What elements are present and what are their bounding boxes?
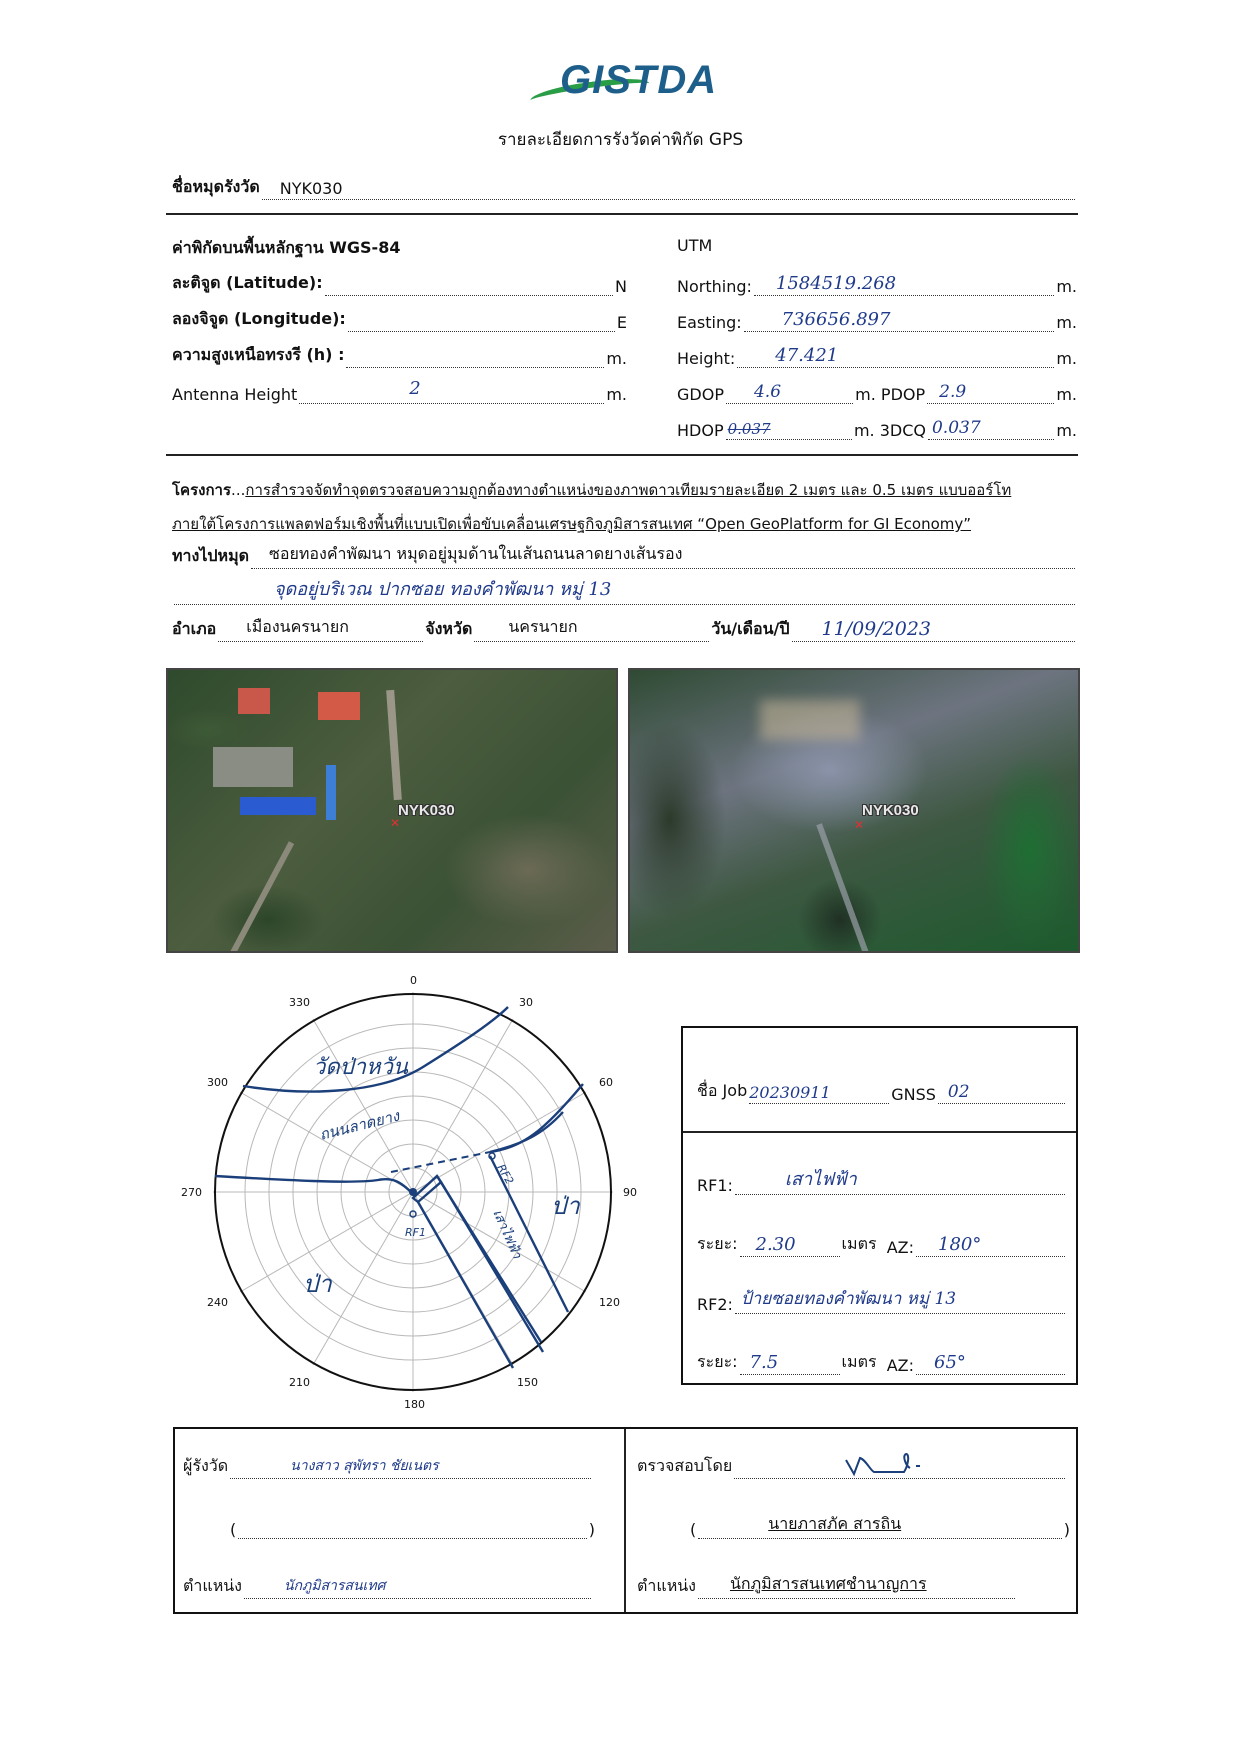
svg-text:ป่า: ป่า	[551, 1192, 580, 1220]
pdop-unit: m.	[1056, 385, 1077, 404]
station-name-label: ชื่อหมุดรังวัด	[172, 177, 260, 196]
surveyor-name-row: ( )	[230, 1520, 595, 1539]
station-name-value: NYK030	[279, 179, 343, 198]
height-value: 47.421	[775, 345, 839, 366]
svg-text:120: 120	[599, 1296, 620, 1309]
route-text-1: ซอยทองคำพัฒนา หมุดอยู่มุมด้านในเส้นถนนลาดยางเส้นรอง	[269, 544, 683, 563]
station-name-field[interactable]	[262, 179, 1075, 200]
satellite-image-high-res	[166, 668, 618, 953]
longitude-field[interactable]	[348, 314, 615, 332]
rf1-label: RF1:	[697, 1176, 733, 1195]
dcq3-field[interactable]	[928, 418, 1054, 440]
rf1-field[interactable]	[735, 1169, 1065, 1195]
marker-label: NYK030	[398, 802, 455, 819]
svg-text:เสาไฟฟ้า: เสาไฟฟ้า	[489, 1207, 525, 1262]
easting-field[interactable]	[744, 309, 1055, 332]
road	[228, 841, 294, 953]
latitude-field[interactable]	[325, 278, 613, 296]
logo-text: GISTDA	[560, 58, 718, 102]
blue-roof	[240, 797, 316, 815]
checker-position-row	[637, 1575, 1017, 1599]
pdop-value: 2.9	[939, 382, 967, 402]
svg-text:RF2: RF2	[494, 1162, 517, 1187]
date-field[interactable]	[792, 618, 1076, 642]
rf2-dist-label: ระยะ:	[697, 1352, 738, 1371]
road	[386, 690, 402, 800]
surveyor-position-row	[183, 1575, 593, 1599]
rf2-unit: เมตร	[841, 1352, 877, 1371]
rf2-dist-field[interactable]	[740, 1352, 840, 1375]
surveyor-position-field[interactable]	[244, 1578, 591, 1599]
bright-area	[760, 700, 860, 740]
checker-position-label: ตำแหน่ง	[637, 1576, 696, 1595]
district-label: อำเภอ	[172, 619, 217, 638]
svg-text:30: 30	[519, 996, 533, 1009]
rf1-dist-field[interactable]	[740, 1234, 840, 1257]
signature-box	[173, 1427, 1078, 1614]
gistda-logo	[530, 52, 730, 120]
gnss-label: GNSS	[891, 1085, 936, 1104]
gnss-field[interactable]	[938, 1082, 1065, 1104]
surveyor-position-label: ตำแหน่ง	[183, 1576, 242, 1595]
building-roof	[238, 688, 270, 714]
surveyor-label: ผู้รังวัด	[183, 1456, 229, 1475]
marker-point-icon: ✕	[854, 818, 865, 832]
checker-position-value: นักภูมิสารสนเทศชำนาญการ	[729, 1574, 927, 1593]
rf1-row	[697, 1171, 1067, 1195]
antenna-height-value: 2	[409, 378, 421, 399]
project-text-2: ภายใต้โครงการแพลตฟอร์มเชิงพื้นที่แบบเปิดเพื่อขับเคลื่อนเศรษฐกิจภูมิสารสนเทศ “Open GeoPlatform for GI Economy”	[172, 515, 972, 533]
latitude-label: ละติจูด (Latitude):	[172, 273, 323, 292]
project-label: โครงการ	[172, 481, 232, 499]
route-row-2	[172, 581, 1077, 605]
project-line-1: โครงการ...การสำรวจจัดทำจุดตรวจสอบความถูกต้องทางตำแหน่งของภาพดาวเทียมรายละเอียด 2 เมตร และ 0.5 เมตร แบบออร์โท	[172, 481, 1012, 499]
rf1-dist-label: ระยะ:	[697, 1234, 738, 1253]
checker-position-field[interactable]	[698, 1574, 1015, 1599]
route-field-1[interactable]	[251, 544, 1075, 569]
dop-row-2	[677, 416, 1077, 440]
checker-name-field[interactable]	[698, 1514, 1062, 1539]
latitude-unit: N	[615, 277, 627, 296]
building-roof	[318, 692, 360, 720]
job-label: ชื่อ Job	[697, 1081, 748, 1100]
job-info-box	[681, 1026, 1078, 1385]
ellipsoid-height-field[interactable]	[346, 350, 604, 368]
signature-icon	[844, 1450, 934, 1480]
job-field[interactable]	[749, 1083, 889, 1104]
ellipsoid-height-row	[172, 344, 627, 368]
svg-text:ป่า: ป่า	[303, 1270, 332, 1298]
rf2-distance-row	[697, 1351, 1067, 1375]
ellipsoid-height-label: ความสูงเหนือทรงรี (h) :	[172, 345, 345, 364]
province-field[interactable]	[474, 617, 709, 642]
rf1-unit: เมตร	[841, 1234, 877, 1253]
antenna-height-unit: m.	[606, 385, 627, 404]
hdop-unit: m.	[853, 421, 875, 440]
checker-name-value: นายภาสภัค สารถิน	[768, 1514, 902, 1533]
longitude-row	[172, 308, 627, 332]
svg-text:300: 300	[207, 1076, 228, 1089]
job-row	[697, 1080, 1067, 1104]
divider	[166, 213, 1078, 215]
northing-value: 1584519.268	[775, 273, 897, 294]
height-row	[677, 344, 1077, 368]
dcq3-unit: m.	[1056, 421, 1078, 440]
surveyor-row	[183, 1455, 593, 1479]
rf2-dist-value: 7.5	[749, 1352, 779, 1373]
svg-text:ถนนลาดยาง: ถนนลาดยาง	[317, 1106, 402, 1144]
rf2-row	[697, 1290, 1067, 1314]
height-unit: m.	[1056, 349, 1077, 368]
route-field-2[interactable]	[174, 579, 1075, 605]
checker-label: ตรวจสอบโดย	[637, 1456, 733, 1475]
rf2-az-value: 65°	[934, 1352, 966, 1373]
easting-row	[677, 308, 1077, 332]
gdop-field[interactable]	[726, 382, 853, 404]
date-label: วัน/เดือน/ปี	[711, 619, 790, 638]
date-value: 11/09/2023	[821, 618, 932, 640]
svg-text:210: 210	[289, 1376, 310, 1389]
svg-text:60: 60	[599, 1076, 613, 1089]
wgs84-heading: ค่าพิกัดบนพื้นหลักฐาน WGS-84	[172, 238, 401, 257]
checker-name-row: ( นายภาสภัค สารถิน )	[690, 1514, 1070, 1539]
dcq3-value: 0.037	[931, 418, 981, 438]
district-value: เมืองนครนายก	[246, 617, 349, 636]
svg-text:180: 180	[404, 1398, 425, 1410]
station-name-row	[172, 176, 1077, 200]
blue-roof	[326, 765, 336, 820]
northing-row	[677, 272, 1077, 296]
easting-value: 736656.897	[781, 309, 891, 330]
northing-unit: m.	[1056, 277, 1077, 296]
pdop-field[interactable]	[927, 382, 1054, 404]
location-row	[172, 618, 1077, 642]
antenna-height-label: Antenna Height	[172, 385, 298, 404]
province-label: จังหวัด	[425, 619, 473, 638]
rf1-value: เสาไฟฟ้า	[784, 1169, 857, 1190]
svg-text:240: 240	[207, 1296, 228, 1309]
gdop-value: 4.6	[753, 382, 782, 402]
hdop-field[interactable]	[726, 422, 852, 440]
surveyor-position-value: นักภูมิสารสนเทศ	[283, 1578, 386, 1594]
svg-text:RF1: RF1	[405, 1226, 426, 1239]
obstruction-polar-diagram	[170, 960, 650, 1410]
longitude-label: ลองจิจูด (Longitude):	[172, 309, 346, 328]
district-field[interactable]	[218, 617, 423, 642]
svg-text:0: 0	[410, 974, 417, 987]
rf1-az-field[interactable]	[916, 1234, 1065, 1257]
latitude-row	[172, 272, 627, 296]
rf2-az-label: AZ:	[886, 1356, 915, 1375]
checker-signature-field[interactable]	[734, 1461, 1065, 1479]
rf2-field[interactable]	[735, 1289, 1065, 1314]
gdop-unit: m.	[855, 385, 876, 404]
svg-text:150: 150	[517, 1376, 538, 1389]
longitude-unit: E	[616, 313, 627, 332]
antenna-height-field[interactable]	[299, 378, 604, 404]
svg-text:90: 90	[623, 1186, 637, 1199]
surveyor-name-field[interactable]	[238, 1521, 587, 1539]
dop-row-1	[677, 380, 1077, 404]
yard	[213, 747, 293, 787]
rf2-az-field[interactable]	[916, 1352, 1065, 1375]
divider	[166, 454, 1078, 456]
svg-text:330: 330	[289, 996, 310, 1009]
route-row-1	[172, 545, 1077, 569]
northing-label: Northing:	[677, 277, 752, 296]
rf2-value: ป้ายซอยทองคำพัฒนา หมู่ 13	[740, 1289, 957, 1309]
satellite-image-low-res	[628, 668, 1080, 953]
document-title: รายละเอียดการรังวัดค่าพิกัด GPS	[497, 130, 744, 150]
route-label: ทางไปหมุด	[172, 546, 250, 565]
height-field[interactable]	[737, 345, 1054, 368]
surveyor-value: นางสาว สุพัทรา ชัยเนตร	[290, 1458, 439, 1474]
dcq3-label: 3DCQ	[879, 421, 926, 440]
surveyor-field[interactable]	[230, 1458, 591, 1479]
rf1-dist-value: 2.30	[755, 1234, 796, 1255]
easting-label: Easting:	[677, 313, 742, 332]
utm-heading: UTM	[677, 236, 713, 255]
hdop-value-struck: 0.037	[727, 420, 771, 438]
rf2-label: RF2:	[697, 1295, 733, 1314]
divider	[683, 1131, 1076, 1133]
pdop-label: PDOP	[880, 385, 926, 404]
label-temple: วัดป่าหวัน	[313, 1055, 408, 1080]
rf1-distance-row	[697, 1233, 1067, 1257]
easting-unit: m.	[1056, 313, 1077, 332]
route-text-2: จุดอยู่บริเวณ ปากซอย ทองคำพัฒนา หมู่ 13	[274, 579, 612, 600]
divider	[624, 1429, 626, 1612]
hdop-label: HDOP	[677, 421, 724, 440]
job-value: 20230911	[749, 1083, 831, 1102]
marker-point-icon: ✕	[390, 816, 401, 830]
marker-label: NYK030	[862, 802, 919, 819]
ellipsoid-height-unit: m.	[606, 349, 627, 368]
province-value: นครนายก	[508, 617, 578, 636]
height-label: Height:	[677, 349, 736, 368]
rf1-az-label: AZ:	[886, 1238, 915, 1257]
svg-text:270: 270	[181, 1186, 202, 1199]
gnss-value: 02	[947, 1082, 970, 1102]
northing-field[interactable]	[754, 273, 1054, 296]
checker-row	[637, 1455, 1067, 1479]
antenna-height-row	[172, 380, 627, 404]
gdop-label: GDOP	[677, 385, 724, 404]
road	[816, 823, 870, 953]
project-text-1: การสำรวจจัดทำจุดตรวจสอบความถูกต้องทางตำแหน่งของภาพดาวเทียมรายละเอียด 2 เมตร และ 0.5 เมตร แบบออร์โท	[245, 481, 1012, 499]
rf1-az-value: 180°	[938, 1234, 982, 1255]
